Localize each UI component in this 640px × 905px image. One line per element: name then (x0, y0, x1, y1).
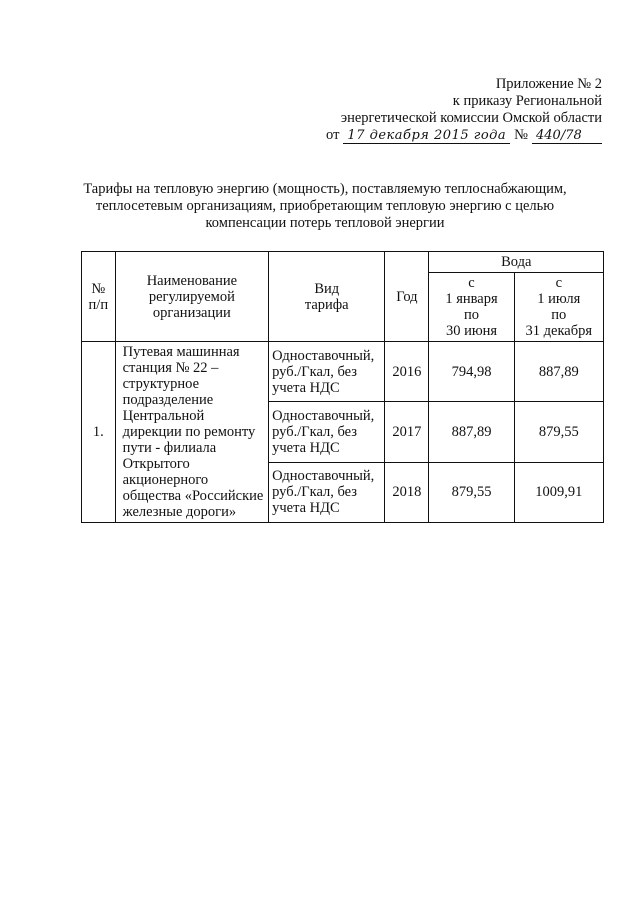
year-cell: 2017 (385, 402, 429, 462)
order-reference (312, 127, 602, 144)
from-label: от (326, 127, 340, 143)
header-period-2: с 1 июля по 31 декабря (514, 273, 603, 342)
appendix-line-3: энергетической комиссии Омской области (340, 110, 602, 126)
handwritten-date: 17 декабря 2015 года (343, 128, 510, 144)
year-cell: 2018 (385, 462, 429, 522)
organization-name: Путевая машинная станция № 22 – структурное подразделение Центральной дирекции по ремонту пути - филиала Открытого акционерного общества «Российские железные дороги» (115, 342, 268, 523)
number-label: № (514, 127, 528, 143)
header-year: Год (385, 252, 429, 342)
year-cell: 2016 (385, 342, 429, 402)
document-title: Тарифы на тепловую энергию (мощность), поставляемую теплоснабжающим, теплосетевым организациям, приобретающим тепловую энергию с целью компенсации потерь тепловой энергии (83, 181, 567, 231)
header-water-group: Вода (429, 252, 604, 273)
header-number: № п/п (82, 252, 116, 342)
header-period-1: с 1 января по 30 июня (429, 273, 514, 342)
appendix-line-2: к приказу Региональной (452, 93, 602, 109)
tariff-table (81, 251, 604, 523)
tariff-type-cell: Одноставочный, руб./Гкал, без учета НДС (269, 342, 385, 402)
period-1-value: 794,98 (429, 342, 514, 402)
appendix-line-1: Приложение № 2 (495, 76, 602, 92)
tariff-type-cell: Одноставочный, руб./Гкал, без учета НДС (269, 462, 385, 522)
period-2-value: 1009,91 (514, 462, 603, 522)
period-2-value: 879,55 (514, 402, 603, 462)
row-number: 1. (82, 342, 116, 523)
appendix-block (312, 76, 602, 144)
period-1-value: 887,89 (429, 402, 514, 462)
header-tariff-type: Вид тарифа (269, 252, 385, 342)
header-organization: Наименование регулируемой организации (115, 252, 268, 342)
period-2-value: 887,89 (514, 342, 603, 402)
period-1-value: 879,55 (429, 462, 514, 522)
handwritten-order-number: 440/78 (532, 128, 602, 144)
table-row (82, 342, 604, 402)
tariff-type-cell: Одноставочный, руб./Гкал, без учета НДС (269, 402, 385, 462)
